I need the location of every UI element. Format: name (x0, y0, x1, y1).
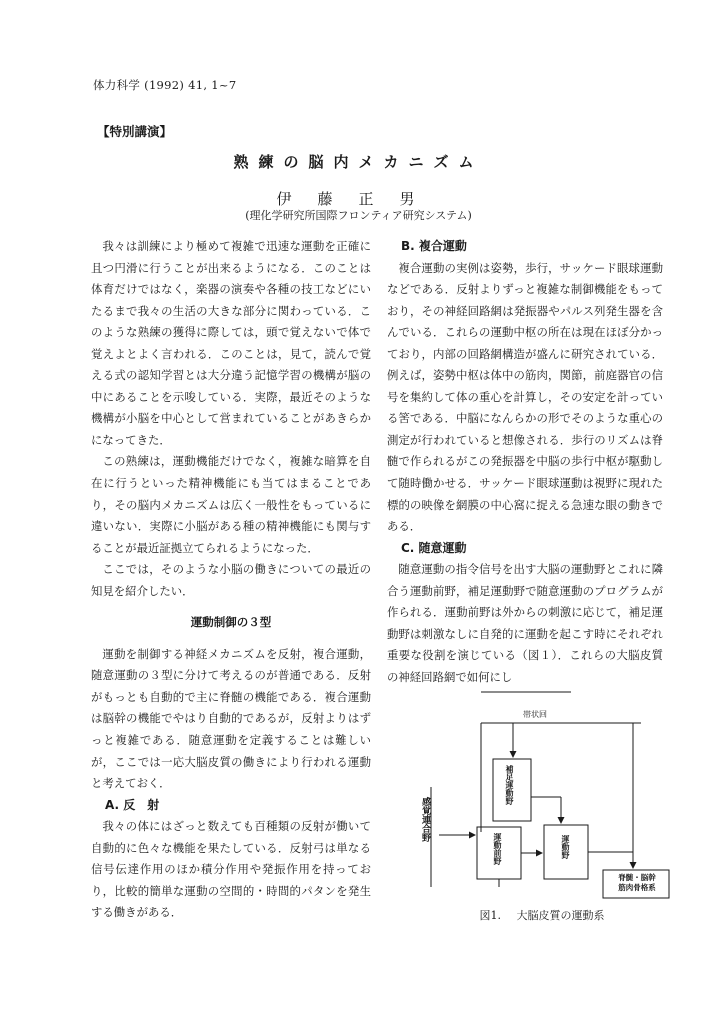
paragraph: ここでは，そのような小脳の働きについての最近の知見を紹介したい． (91, 562, 371, 598)
paper-title: 熟練の脳内メカニズム (233, 153, 484, 171)
figure-number: 図1. (479, 909, 501, 922)
label-spinal: 脊髄・脳幹 筋肉骨格系 (618, 873, 656, 892)
paragraph: 随意運動の指令信号を出す大脳の運動野とこれに隣合う運動前野，補足運動野で随意運動のプログラムが作られる．運動前野は外からの刺激に応じて，補足運動野は刺激なしに自発的に運動を起こす時にそれぞれ重要な役割を演じている（図１）．これらの大脳皮質の神経回路網で如何にし (387, 562, 663, 684)
left-column (91, 236, 371, 924)
section-tag: 【特別講演】 (97, 124, 173, 139)
paragraph: 複合運動の実例は姿勢，歩行，サッケード眼球運動などである．反射よりずっと複雑な制御機能をもっており，その神経回路網は発振器やパルス列発生器を含んでいる．これらの運動中枢の所在は現在ほぼ分かっており，内部の回路網構造が盛んに研究されている．例えば，姿勢中枢は体中の筋肉，関節，前庭器官の信号を集約して体の重心を計算し，その安定を計っている筈である．中脳になんらかの形でそのような重心の測定が行われていると想像される．歩行のリズムは脊髄で作られるがこの発振器を中脳の歩行中枢が駆動して随時働かせる．サッケード眼球運動は視野に現れた標的の映像を網膜の中心窩に捉える急速な眼の動きである． (387, 260, 663, 534)
paragraph: 運動を制御する神経メカニズムを反射，複合運動，随意運動の３型に分けて考えるのが普通である．反射がもっとも自動的で主に脊髄の機能である．複合運動は脳幹の機能でやはり自動的であるが，反射よりはずっと複雑である．随意運動を定義することは難しいが，ここでは一応大脳皮質の働きにより行われる運動と考えておく． (91, 646, 371, 791)
label-sma: 補足運動野 (505, 765, 515, 805)
figure-caption (411, 907, 673, 923)
journal-header: 体力科学 (1992) 41, 1~7 (93, 78, 237, 92)
figure-caption-text: 大脳皮質の運動系 (516, 909, 605, 922)
author-affiliation: (理化学研究所国際フロンティア研究システム) (245, 209, 472, 222)
author-name: 伊藤正男 (276, 190, 441, 208)
label-motor: 運動野 (561, 835, 571, 859)
paragraph: 我々の体にはざっと数えても百種類の反射が働いて自動的に色々な機能を果たしている．反射弓は単なる信号伝達作用のほか積分作用や発振作用を持っており，比較的簡単な運動の空間的・時間的パタンを発生する働きがある． (91, 819, 371, 920)
subsection-heading-c: C. 随意運動 (401, 540, 467, 555)
subsection-heading-a: A. 反 射 (105, 797, 160, 812)
section-heading: 運動制御の３型 (190, 615, 272, 630)
label-sensory: 感覚連合野 (420, 797, 430, 842)
label-cingulate: 帯状回 (523, 710, 547, 719)
right-column (387, 236, 663, 688)
paragraph: この熟練は，運動機能だけでなく，複雑な暗算を自在に行うといった精神機能にも当てはまることであり，その脳内メカニズムは広く一般性をもっているに違いない．実際に小脳がある種の精神機能にも関与することが最近証拠立てられるようになった． (91, 454, 371, 555)
paragraph: 我々は訓練により極めて複雑で迅速な運動を正確に且つ円滑に行うことが出来るようになる．このことは体育だけではなく，楽器の演奏や各種の技工などにいたるまで我々の生活の大きな部分に関わっている．このような熟練の獲得に際しては，頭で覚えないで体で覚えよとよく言われる．このことは，見て，読んで覚える式の認知学習とは大分違う記憶学習の機構が脳の中にあることを示唆している．実際，最近そのような機構が小脳を中心として営まれていることがあきらかになってきた． (91, 239, 371, 447)
subsection-heading-b: B. 複合運動 (401, 239, 467, 253)
figure-motor-system (411, 687, 673, 927)
label-premotor: 運動前野 (493, 833, 503, 865)
